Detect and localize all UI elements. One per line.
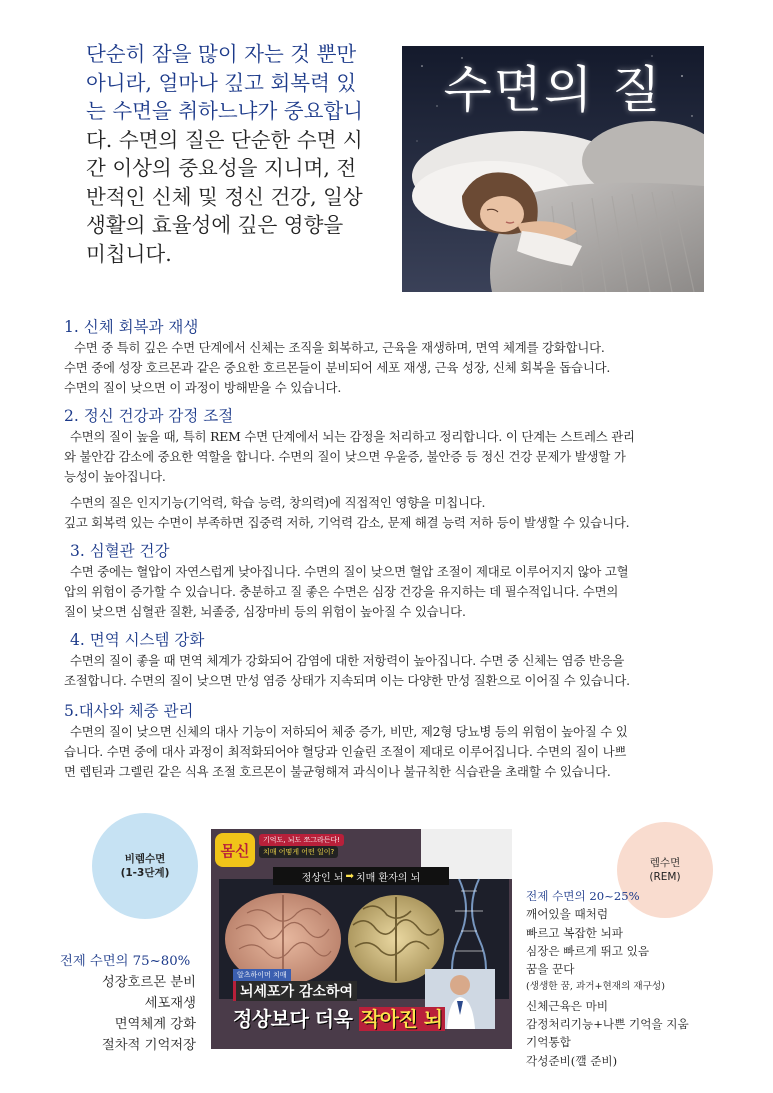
rem-sub-label: (REM) bbox=[649, 871, 681, 883]
list-item: 심장은 빠르게 뛰고 있음 bbox=[526, 943, 650, 958]
text-line: 수면의 질이 좋을 때 면역 체계가 강화되어 감염에 대한 저항력이 높아집니다. 수면 중 신체는 염증 반응을 bbox=[70, 653, 625, 668]
list-item: 꿈을 꾼다 bbox=[526, 962, 575, 977]
text-line: 습니다. 수면 중에 대사 과정이 최적화되어야 혈당과 인슐린 조절이 제대로 이루어집니다. 수면의 질이 나쁘 bbox=[64, 744, 627, 759]
text-line: 조절합니다. 수면의 질이 낮으면 만성 염증 상태가 지속되며 이는 다양한 만성 질환으로 이어질 수 있습니다. bbox=[64, 673, 630, 688]
tv-banner bbox=[273, 867, 449, 885]
intro-line: 간 이상의 중요성을 지니며, 전 bbox=[86, 156, 357, 180]
text-line: 와 불안감 감소에 중요한 역할을 합니다. 수면의 질이 낮으면 우울증, 불안증 등 정신 건강 문제가 발생할 가 bbox=[64, 449, 626, 464]
section-heading: 5.대사와 체중 관리 bbox=[64, 702, 194, 720]
tv-caption-main bbox=[233, 1003, 445, 1032]
section-text bbox=[64, 722, 714, 782]
nonrem-list bbox=[60, 951, 196, 1056]
section-text bbox=[64, 562, 714, 622]
tv-caption: 뇌세포가 감소하여 bbox=[233, 981, 357, 1001]
list-item: 기억통합 bbox=[526, 1035, 571, 1050]
section-heading: 3. 심혈관 건강 bbox=[70, 542, 170, 560]
list-item: 면역체계 강화 bbox=[114, 1017, 196, 1032]
caption-highlight: 작아진 뇌 bbox=[360, 1007, 443, 1031]
intro-line: 미칩니다. bbox=[86, 241, 172, 266]
text-line: 수면의 질이 높을 때, 특히 REM 수면 단계에서 뇌는 감정을 처리하고 정리합니다. 이 단계는 스트레스 관리 bbox=[70, 429, 635, 444]
text-line: 능성이 높아집니다. bbox=[64, 469, 166, 484]
list-item: 성장호르몬 분비 bbox=[101, 975, 196, 990]
nonrem-stage-label: (1-3단계) bbox=[120, 867, 170, 879]
list-item: 깨어있을 때처럼 bbox=[526, 907, 609, 922]
section-body-recovery bbox=[64, 316, 714, 398]
intro-line: 반적인 신체 및 정신 건강, 일상 bbox=[86, 184, 363, 209]
rem-label: 렘수면 bbox=[649, 857, 681, 869]
text-line: 압의 위험이 증가할 수 있습니다. 충분하고 질 좋은 수면은 심장 건강을 유지하는 데 필수적입니다. 수면의 bbox=[64, 584, 619, 599]
text-line: 수면의 질이 낮으면 신체의 대사 기능이 저하되어 체중 증가, 비만, 제2형 당뇨병 등의 위험이 높아질 수 있 bbox=[70, 724, 628, 739]
tv-logo: 몸신 bbox=[215, 833, 255, 867]
intro-line: 생활의 효율성에 깊은 영향을 bbox=[86, 213, 344, 237]
nonrem-percent: 전제 수면의 75~80% bbox=[60, 954, 191, 969]
tv-tag-2: 치매 어떻게 어떤 일이? bbox=[259, 846, 338, 858]
section-heading: 4. 면역 시스템 강화 bbox=[70, 631, 205, 649]
text-line: 수면 중에 성장 호르몬과 같은 중요한 호르몬들이 분비되어 세포 재생, 근육 성장, 신체 회복을 돕습니다. bbox=[64, 360, 611, 375]
text-line: 깊고 회복력 있는 수면이 부족하면 집중력 저하, 기억력 감소, 문제 해결 능력 저하 등이 발생할 수 있습니다. bbox=[64, 515, 630, 530]
section-immune bbox=[64, 629, 714, 691]
section-mental-health bbox=[64, 405, 714, 533]
section-text bbox=[64, 338, 714, 398]
text-line: 수면의 질은 인지기능(기억력, 학습 능력, 창의력)에 직접적인 영향을 미칩니다. bbox=[70, 495, 486, 510]
text-line: 수면 중 특히 깊은 수면 단계에서 신체는 조직을 회복하고, 근육을 재생하며, 면역 체계를 강화합니다. bbox=[74, 340, 605, 355]
section-heading: 1. 신체 회복과 재생 bbox=[64, 318, 199, 336]
text-line: 수면의 질이 낮으면 이 과정이 방해받을 수 있습니다. bbox=[64, 380, 342, 395]
section-text bbox=[64, 427, 714, 487]
section-metabolism bbox=[64, 700, 714, 782]
section-text-2 bbox=[64, 493, 714, 533]
nonrem-circle bbox=[92, 813, 198, 919]
text-line: 질이 낮으면 심혈관 질환, 뇌졸중, 심장마비 등의 위험이 높아질 수 있습니다. bbox=[64, 604, 466, 619]
tv-caption-small: 알츠하이머 치매 bbox=[233, 969, 291, 981]
intro-line: 아니라, 얼마나 깊고 회복력 있 bbox=[86, 70, 357, 95]
list-item: 세포재생 bbox=[144, 996, 196, 1011]
list-item: 감정처리기능+나쁜 기억을 지움 bbox=[526, 1017, 689, 1032]
arrow-icon: ➡ bbox=[345, 870, 354, 882]
hero-title: 수면의 질 bbox=[443, 61, 663, 119]
intro-line: 다. 수면의 질은 단순한 수면 시 bbox=[86, 127, 363, 152]
intro-line: 는 수면을 취하느냐가 중요합니 bbox=[86, 99, 363, 123]
section-heading: 2. 정신 건강과 감정 조절 bbox=[64, 407, 234, 425]
nonrem-label: 비렘수면 bbox=[124, 853, 166, 865]
intro-line: 단순히 잠을 많이 자는 것 뿐만 bbox=[86, 42, 357, 66]
list-item: 각성준비(깰 준비) bbox=[526, 1053, 618, 1068]
text-line: 수면 중에는 혈압이 자연스럽게 낮아집니다. 수면의 질이 낮으면 혈압 조절이 제대로 이루어지지 않아 고혈 bbox=[70, 564, 629, 579]
list-item: 빠르고 복잡한 뇌파 bbox=[526, 925, 623, 940]
text-line: 면 렙틴과 그렐린 같은 식욕 조절 호르몬이 불균형해져 과식이나 불규칙한 식습관을 초래할 수 있습니다. bbox=[64, 764, 611, 779]
banner-dementia: 치매 환자의 뇌 bbox=[355, 872, 421, 884]
rem-list bbox=[526, 887, 726, 1070]
banner-normal: 정상인 뇌 bbox=[301, 872, 344, 884]
list-item: 절차적 기억저장 bbox=[101, 1038, 196, 1053]
rem-percent: 전제 수면의 20~25% bbox=[526, 889, 640, 903]
list-item: 신체근육은 마비 bbox=[526, 998, 609, 1013]
list-note: (생생한 꿈, 과거+현재의 재구성) bbox=[526, 981, 665, 993]
section-cardiovascular bbox=[64, 540, 714, 622]
intro-paragraph bbox=[86, 40, 378, 268]
section-text bbox=[64, 651, 714, 691]
sleeping-woman-image bbox=[402, 46, 704, 292]
caption-part: 정상보다 더욱 bbox=[233, 1007, 353, 1031]
brain-comparison-image bbox=[211, 829, 512, 1049]
tv-tag: 기억도, 뇌도 쪼그라든다! bbox=[259, 834, 344, 846]
